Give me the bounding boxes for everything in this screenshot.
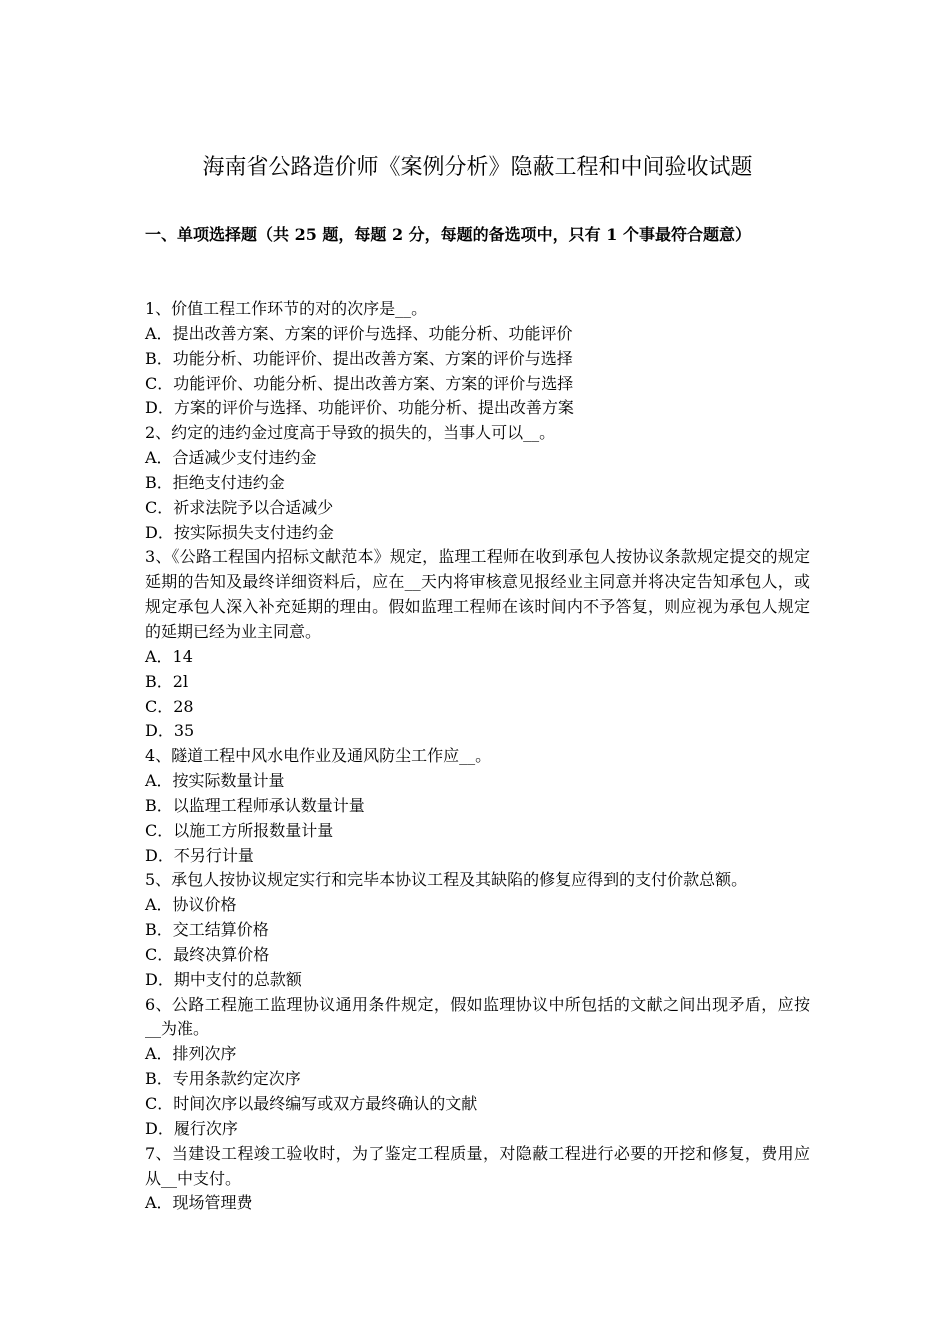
option-b: B．以监理工程师承认数量计量 <box>145 795 365 815</box>
question-1 <box>145 297 810 421</box>
question-stem: 7、当建设工程竣工验收时，为了鉴定工程质量，对隐蔽工程进行必要的开挖和修复，费用应从__中支付。 <box>145 1143 810 1188</box>
option-b: B．2l <box>145 671 189 691</box>
option-a: A．合适减少支付违约金 <box>145 448 317 468</box>
question-7 <box>145 1142 810 1217</box>
option-d: D．按实际损失支付违约金 <box>145 522 334 542</box>
option-c: C．时间次序以最终编写或双方最终确认的文献 <box>145 1094 478 1113</box>
option-d: D．期中支付的总款额 <box>145 969 302 989</box>
section-heading: 一、单项选择题（共 25 题，每题 2 分，每题的备选项中，只有 1 个事最符合题意） <box>145 225 751 244</box>
option-c: C．祈求法院予以合适减少 <box>145 497 334 517</box>
question-stem: 3、《公路工程国内招标文献范本》规定，监理工程师在收到承包人按协议条款规定提交的规定延期的告知及最终详细资料后，应在__天内将审核意见报经业主同意并将决定告知承包人，或规定承包人深入补充延期的理由。假如监理工程师在该时间内不予答复，则应视为承包人规定的延期已经为业主同意。 <box>145 547 810 641</box>
option-d: D．履行次序 <box>145 1118 238 1138</box>
question-4 <box>145 744 810 868</box>
option-a: A．14 <box>145 646 193 666</box>
option-a: A．提出改善方案、方案的评价与选择、功能分析、功能评价 <box>145 323 573 343</box>
option-c: C．功能评价、功能分析、提出改善方案、方案的评价与选择 <box>145 373 574 393</box>
question-3 <box>145 545 810 744</box>
option-a: A．按实际数量计量 <box>145 771 285 791</box>
option-d: D．不另行计量 <box>145 845 254 865</box>
question-stem: 5、承包人按协议规定实行和完毕本协议工程及其缺陷的修复应得到的支付价款总额。 <box>145 870 748 890</box>
question-stem: 6、公路工程施工监理协议通用条件规定，假如监理协议中所包括的文献之间出现矛盾，应按__为准。 <box>145 994 810 1039</box>
question-stem: 4、隧道工程中风水电作业及通风防尘工作应__。 <box>145 746 492 766</box>
option-b: B．功能分析、功能评价、提出改善方案、方案的评价与选择 <box>145 348 573 368</box>
option-d: D．35 <box>145 721 195 741</box>
option-b: B．拒绝支付违约金 <box>145 472 285 492</box>
question-stem: 1、价值工程工作环节的对的次序是__。 <box>145 299 428 318</box>
option-a: A．协议价格 <box>145 895 237 915</box>
document-title: 海南省公路造价师《案例分析》隐蔽工程和中间验收试题 <box>202 155 753 180</box>
question-5 <box>145 868 810 992</box>
question-stem: 2、约定的违约金过度高于导致的损失的，当事人可以__。 <box>145 423 556 443</box>
option-d: D．方案的评价与选择、功能评价、功能分析、提出改善方案 <box>145 398 574 418</box>
option-b: B．交工结算价格 <box>145 920 269 940</box>
option-a: A．现场管理费 <box>145 1193 253 1213</box>
question-list <box>145 297 810 1216</box>
option-a: A．排列次序 <box>145 1044 237 1064</box>
option-b: B．专用条款约定次序 <box>145 1069 301 1089</box>
option-c: C．最终决算价格 <box>145 944 270 964</box>
question-6 <box>145 993 810 1142</box>
option-c: C．28 <box>145 696 194 716</box>
option-c: C．以施工方所报数量计量 <box>145 820 334 840</box>
question-2 <box>145 421 810 545</box>
